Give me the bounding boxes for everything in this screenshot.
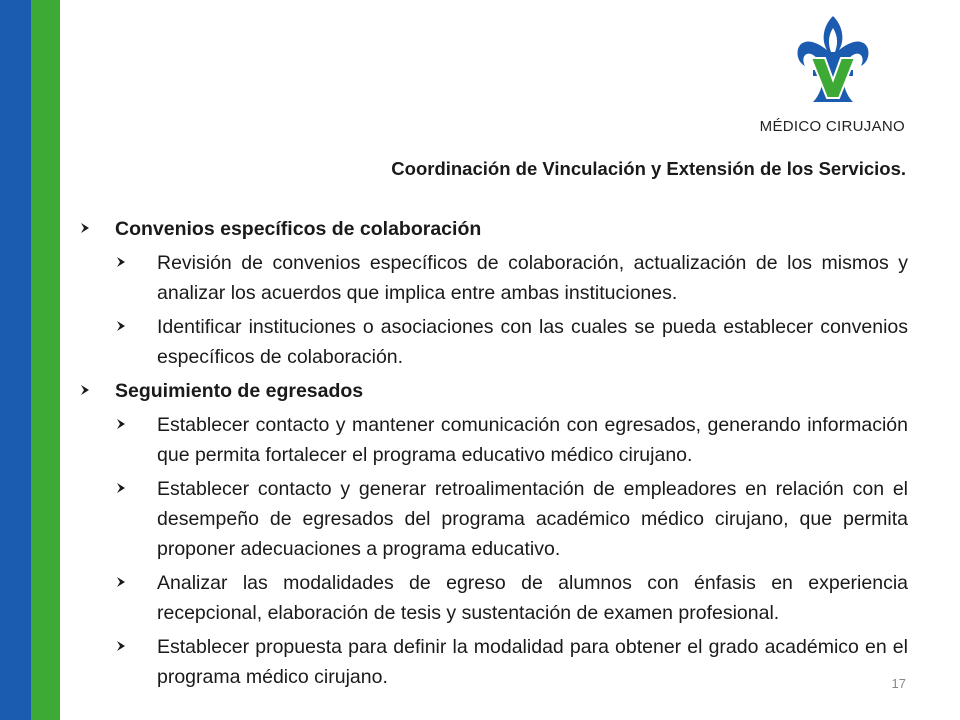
list-item: Establecer contacto y generar retroalimentación de empleadores en relación con el desempeño de egresados del programa académico médico cirujano, que permita proponer adecuaciones a programa educativo. — [115, 474, 908, 564]
slide-content — [78, 214, 908, 696]
arrow-bullet-icon — [115, 482, 127, 494]
arrow-bullet-icon — [78, 383, 92, 397]
page-number: 17 — [891, 676, 906, 691]
list-item: Establecer contacto y mantener comunicación con egresados, generando información que permita fortalecer el programa educativo médico cirujano. — [115, 410, 908, 470]
section-title: Seguimiento de egresados — [78, 376, 908, 406]
list-item: Establecer propuesta para definir la modalidad para obtener el grado académico en el programa médico cirujano. — [115, 632, 908, 692]
slide-heading: Coordinación de Vinculación y Extensión de los Servicios. — [391, 158, 906, 179]
list-item: Analizar las modalidades de egreso de alumnos con énfasis en experiencia recepcional, elaboración de tesis y sustentación de examen profesional. — [115, 568, 908, 628]
arrow-bullet-icon — [115, 640, 127, 652]
university-logo-icon — [793, 14, 873, 106]
list-item: Revisión de convenios específicos de colaboración, actualización de los mismos y analizar los acuerdos que implica entre ambas instituciones. — [115, 248, 908, 308]
left-green-stripe — [31, 0, 60, 720]
list-item: Identificar instituciones o asociaciones con las cuales se pueda establecer convenios específicos de colaboración. — [115, 312, 908, 372]
arrow-bullet-icon — [115, 418, 127, 430]
left-blue-stripe — [0, 0, 31, 720]
arrow-bullet-icon — [78, 221, 92, 235]
arrow-bullet-icon — [115, 256, 127, 268]
section-title: Convenios específicos de colaboración — [78, 214, 908, 244]
program-subtitle: MÉDICO CIRUJANO — [759, 118, 905, 135]
arrow-bullet-icon — [115, 576, 127, 588]
arrow-bullet-icon — [115, 320, 127, 332]
